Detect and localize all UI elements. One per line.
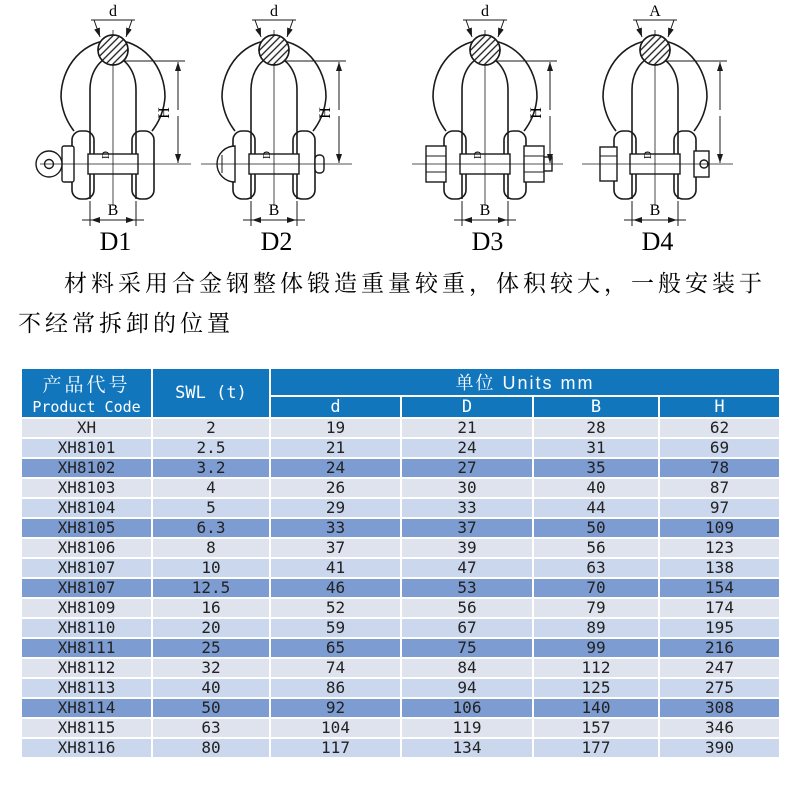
table-row — [21, 498, 780, 518]
cell-B: 50 — [533, 518, 659, 538]
cell-d: 52 — [270, 598, 401, 618]
svg-text:d: d — [481, 4, 489, 20]
cell-code: XH8113 — [21, 678, 152, 698]
svg-text:H: H — [528, 107, 545, 119]
bow-cross-section — [470, 35, 500, 65]
cell-B: 79 — [533, 598, 659, 618]
cell-H: 390 — [659, 738, 780, 758]
cell-d: 41 — [270, 558, 401, 578]
shackle-drawing-slot — [570, 4, 745, 235]
cell-D: 33 — [401, 498, 533, 518]
cell-d: 74 — [270, 658, 401, 678]
cell-D: 134 — [401, 738, 533, 758]
shackle-drawing-slot — [28, 4, 203, 235]
svg-text:D: D — [261, 151, 273, 159]
cell-H: 275 — [659, 678, 780, 698]
svg-text:B: B — [268, 202, 280, 219]
cell-B: 31 — [533, 438, 659, 458]
cell-D: 94 — [401, 678, 533, 698]
table-row — [21, 598, 780, 618]
shackle-drawing-D1 — [28, 4, 203, 230]
cell-H: 97 — [659, 498, 780, 518]
cell-B: 56 — [533, 538, 659, 558]
cell-code: XH8107 — [21, 558, 152, 578]
table-row — [21, 558, 780, 578]
cell-d: 46 — [270, 578, 401, 598]
header-product-code-zh: 产品代号 — [42, 375, 131, 396]
cell-code: XH — [21, 418, 152, 438]
svg-text:A: A — [649, 4, 661, 20]
cell-B: 99 — [533, 638, 659, 658]
cell-H: 308 — [659, 698, 780, 718]
table-row — [21, 478, 780, 498]
cell-d: 65 — [270, 638, 401, 658]
svg-text:B: B — [479, 202, 491, 219]
cell-swl: 16 — [152, 598, 270, 618]
cell-code: XH8112 — [21, 658, 152, 678]
table-row — [21, 458, 780, 478]
cell-B: 35 — [533, 458, 659, 478]
cell-code: XH8116 — [21, 738, 152, 758]
cell-swl: 20 — [152, 618, 270, 638]
table-row — [21, 698, 780, 718]
svg-text:d: d — [270, 4, 278, 20]
cell-B: 89 — [533, 618, 659, 638]
cell-code: XH8101 — [21, 438, 152, 458]
diagram-d4 — [570, 4, 745, 257]
table-row — [21, 438, 780, 458]
cell-B: 28 — [533, 418, 659, 438]
cell-swl: 12.5 — [152, 578, 270, 598]
cell-swl: 8 — [152, 538, 270, 558]
cell-code: XH8110 — [21, 618, 152, 638]
svg-text:d: d — [109, 4, 117, 20]
cell-B: 177 — [533, 738, 659, 758]
cell-H: 138 — [659, 558, 780, 578]
shackle-drawing-D4 — [570, 4, 745, 230]
diagram-caption: D4 — [641, 227, 674, 256]
diagram-d1 — [28, 4, 203, 257]
cell-B: 40 — [533, 478, 659, 498]
cell-d: 92 — [270, 698, 401, 718]
cell-d: 86 — [270, 678, 401, 698]
cell-d: 104 — [270, 718, 401, 738]
cell-H: 154 — [659, 578, 780, 598]
table-row — [21, 678, 780, 698]
bow-cross-section — [259, 35, 289, 65]
cell-code: XH8104 — [21, 498, 152, 518]
cell-D: 84 — [401, 658, 533, 678]
cell-H: 123 — [659, 538, 780, 558]
bow-cross-section — [640, 35, 670, 65]
svg-text:B: B — [649, 202, 661, 219]
svg-text:H: H — [156, 107, 173, 119]
cell-D: 30 — [401, 478, 533, 498]
cell-swl: 3.2 — [152, 458, 270, 478]
cell-d: 21 — [270, 438, 401, 458]
cell-D: 47 — [401, 558, 533, 578]
cell-B: 140 — [533, 698, 659, 718]
cell-swl: 6.3 — [152, 518, 270, 538]
spec-table-wrapper — [20, 367, 800, 759]
diagram-caption: D3 — [471, 227, 504, 256]
cell-H: 78 — [659, 458, 780, 478]
svg-text:B: B — [107, 202, 119, 219]
cell-D: 53 — [401, 578, 533, 598]
cell-H: 62 — [659, 418, 780, 438]
header-dim-H: H — [659, 396, 780, 418]
cell-code: XH8106 — [21, 538, 152, 558]
diagram-d2 — [189, 4, 364, 257]
table-row — [21, 578, 780, 598]
cell-D: 106 — [401, 698, 533, 718]
cell-H: 87 — [659, 478, 780, 498]
cell-code: XH8115 — [21, 718, 152, 738]
cell-B: 157 — [533, 718, 659, 738]
shackle-body — [582, 30, 733, 206]
cell-H: 69 — [659, 438, 780, 458]
cell-B: 44 — [533, 498, 659, 518]
table-row — [21, 638, 780, 658]
cell-d: 19 — [270, 418, 401, 438]
cell-H: 174 — [659, 598, 780, 618]
spec-table — [20, 367, 781, 759]
cell-swl: 2.5 — [152, 438, 270, 458]
cell-H: 216 — [659, 638, 780, 658]
header-dim-B: B — [533, 396, 659, 418]
shackle-diagrams — [0, 4, 800, 257]
cell-code: XH8105 — [21, 518, 152, 538]
cell-D: 119 — [401, 718, 533, 738]
header-swl: SWL (t) — [152, 368, 270, 418]
cell-B: 63 — [533, 558, 659, 578]
cell-swl: 80 — [152, 738, 270, 758]
table-row — [21, 418, 780, 438]
cell-H: 247 — [659, 658, 780, 678]
cell-d: 24 — [270, 458, 401, 478]
cell-D: 56 — [401, 598, 533, 618]
cell-d: 37 — [270, 538, 401, 558]
cell-D: 39 — [401, 538, 533, 558]
table-row — [21, 738, 780, 758]
cell-D: 27 — [401, 458, 533, 478]
header-product-code — [21, 368, 152, 418]
table-row — [21, 718, 780, 738]
cell-d: 33 — [270, 518, 401, 538]
cell-code: XH8109 — [21, 598, 152, 618]
cell-D: 75 — [401, 638, 533, 658]
cell-H: 346 — [659, 718, 780, 738]
cell-code: XH8107 — [21, 578, 152, 598]
table-row — [21, 538, 780, 558]
cell-d: 29 — [270, 498, 401, 518]
shackle-drawing-D3 — [400, 4, 575, 230]
cell-swl: 32 — [152, 658, 270, 678]
cell-D: 24 — [401, 438, 533, 458]
header-dim-d: d — [270, 396, 401, 418]
cell-H: 109 — [659, 518, 780, 538]
cell-swl: 5 — [152, 498, 270, 518]
shackle-drawing-slot — [189, 4, 364, 235]
table-row — [21, 618, 780, 638]
table-row — [21, 658, 780, 678]
svg-text:D: D — [100, 151, 112, 159]
diagram-caption: D1 — [99, 227, 132, 256]
cell-d: 26 — [270, 478, 401, 498]
cell-code: XH8111 — [21, 638, 152, 658]
cell-swl: 2 — [152, 418, 270, 438]
cell-D: 21 — [401, 418, 533, 438]
cell-swl: 10 — [152, 558, 270, 578]
diagram-d3 — [400, 4, 575, 257]
cell-H: 195 — [659, 618, 780, 638]
material-description: 材料采用合金钢整体锻造重量较重，体积较大，一般安装于不经常拆卸的位置 — [18, 270, 766, 336]
header-units: 单位 Units mm — [270, 368, 780, 396]
cell-code: XH8102 — [21, 458, 152, 478]
cell-swl: 4 — [152, 478, 270, 498]
cell-D: 37 — [401, 518, 533, 538]
header-dim-D: D — [401, 396, 533, 418]
cell-swl: 63 — [152, 718, 270, 738]
svg-text:D: D — [472, 151, 484, 159]
diagram-caption: D2 — [260, 227, 293, 256]
svg-text:D: D — [642, 151, 654, 159]
cell-code: XH8114 — [21, 698, 152, 718]
cell-B: 125 — [533, 678, 659, 698]
cell-code: XH8103 — [21, 478, 152, 498]
header-product-code-en: Product Code — [32, 398, 141, 416]
table-row — [21, 518, 780, 538]
cell-D: 67 — [401, 618, 533, 638]
cell-d: 117 — [270, 738, 401, 758]
shackle-drawing-slot — [400, 4, 575, 235]
cell-swl: 50 — [152, 698, 270, 718]
cell-B: 70 — [533, 578, 659, 598]
cell-swl: 25 — [152, 638, 270, 658]
shackle-drawing-D2 — [189, 4, 364, 230]
cell-d: 59 — [270, 618, 401, 638]
cell-B: 112 — [533, 658, 659, 678]
cell-swl: 40 — [152, 678, 270, 698]
bow-cross-section — [98, 35, 128, 65]
svg-text:H: H — [317, 107, 334, 119]
